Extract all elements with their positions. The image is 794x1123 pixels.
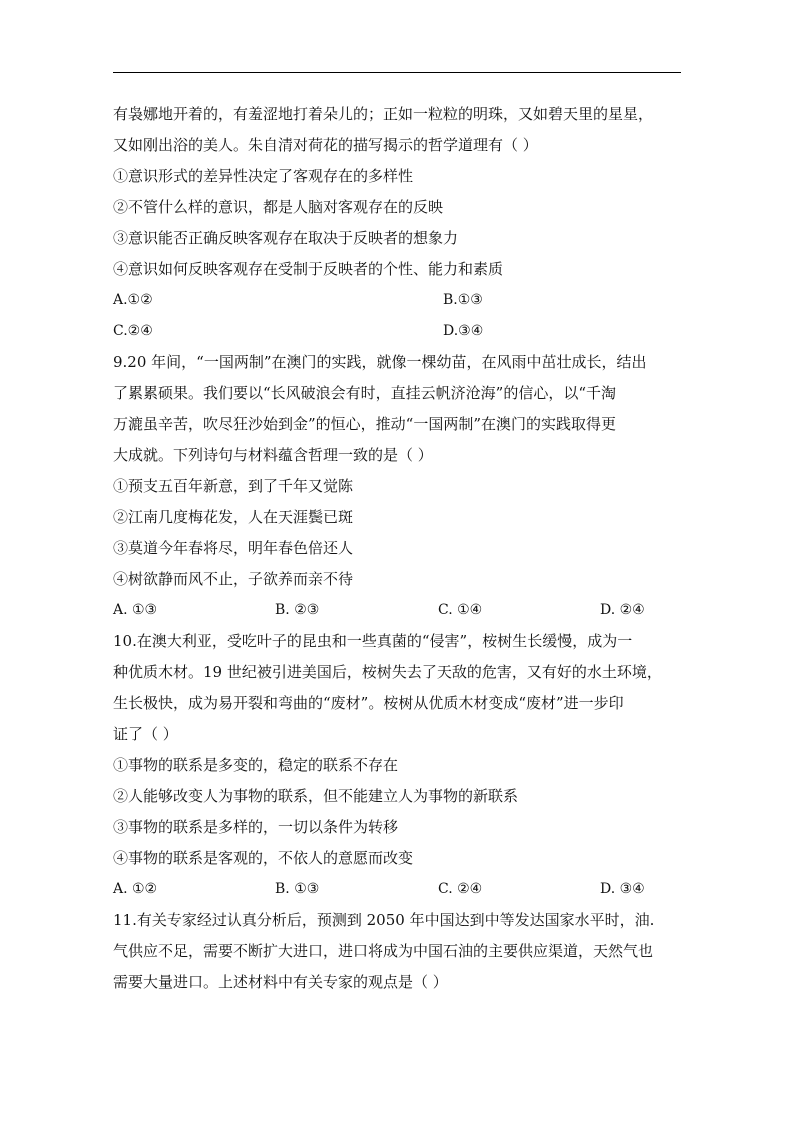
q10-item-2: ②人能够改变人为事物的联系，但不能建立人为事物的新联系 — [113, 787, 519, 805]
q9-option-b: B. ②③ — [275, 602, 320, 618]
q10-item-1: ①事物的联系是多变的，稳定的联系不存在 — [113, 756, 399, 774]
q9-option-d: D. ②④ — [600, 602, 645, 618]
q10-option-d: D. ③④ — [600, 881, 645, 897]
q8-option-a: A.①② — [113, 292, 153, 308]
q8-option-c: C.②④ — [113, 323, 153, 339]
header-rule — [113, 72, 681, 73]
q8-item-4: ④意识如何反映客观存在受制于反映者的个性、能力和素质 — [113, 260, 504, 278]
q8-item-2: ②不管什么样的意识，都是人脑对客观存在的反映 — [113, 198, 444, 216]
q10-stem-line-3: 生长极快，成为易开裂和弯曲的“废材”。桉树从优质木材变成“废材”进一步印 — [113, 694, 624, 712]
q9-stem-line-2: 了累累硕果。我们要以“长风破浪会有时，直挂云帆济沧海”的信心，以“千淘 — [113, 384, 617, 402]
q9-option-a: A. ①③ — [113, 602, 158, 618]
q11-stem-line-1: 11.有关专家经过认真分析后，预测到 2050 年中国达到中等发达国家水平时，油. — [113, 911, 655, 929]
q8-item-3: ③意识能否正确反映客观存在取决于反映者的想象力 — [113, 229, 459, 247]
q11-stem-line-3: 需要大量进口。上述材料中有关专家的观点是（ ） — [113, 973, 448, 991]
q10-stem-line-1: 10.在澳大利亚，受吃叶子的昆虫和一些真菌的“侵害”，桉树生长缓慢，成为一 — [113, 632, 633, 650]
q8-option-d: D.③④ — [443, 323, 484, 339]
q10-option-c: C. ②④ — [438, 881, 483, 897]
q10-item-3: ③事物的联系是多样的，一切以条件为转移 — [113, 818, 399, 836]
q9-stem-line-4: 大成就。下列诗句与材料蕴含哲理一致的是（ ） — [113, 446, 433, 464]
q9-stem-line-1: 9.20 年间，“一国两制”在澳门的实践，就像一棵幼苗，在风雨中茁壮成长，结出 — [113, 353, 647, 371]
q10-option-a: A. ①② — [113, 881, 158, 897]
q10-stem-line-4: 证了（ ） — [113, 725, 178, 743]
q10-option-b: B. ①③ — [275, 881, 320, 897]
q8-item-1: ①意识形式的差异性决定了客观存在的多样性 — [113, 167, 414, 185]
q10-item-4: ④事物的联系是客观的，不依人的意愿而改变 — [113, 849, 414, 867]
q8-option-b: B.①③ — [443, 292, 483, 308]
q9-option-c: C. ①④ — [438, 602, 483, 618]
q10-stem-line-2: 种优质木材。19 世纪被引进美国后，桉树失去了天敌的危害，又有好的水土环境， — [113, 663, 662, 681]
q11-stem-line-2: 气供应不足，需要不断扩大进口，进口将成为中国石油的主要供应渠道，天然气也 — [113, 942, 654, 960]
q9-item-1: ①预支五百年新意，到了千年又觉陈 — [113, 477, 354, 495]
q9-item-2: ②江南几度梅花发，人在天涯鬓已斑 — [113, 508, 354, 526]
q9-item-3: ③莫道今年春将尽，明年春色倍还人 — [113, 539, 354, 557]
q9-stem-line-3: 万漉虽辛苦，吹尽狂沙始到金”的恒心，推动“一国两制”在澳门的实践取得更 — [113, 415, 617, 433]
q8-stem-line-1: 有袅娜地开着的，有羞涩地打着朵儿的；正如一粒粒的明珠，又如碧天里的星星， — [113, 105, 654, 123]
q9-item-4: ④树欲静而风不止，子欲养而亲不待 — [113, 570, 354, 588]
q8-stem-line-2: 又如刚出浴的美人。朱自清对荷花的描写揭示的哲学道理有（ ） — [113, 136, 538, 154]
